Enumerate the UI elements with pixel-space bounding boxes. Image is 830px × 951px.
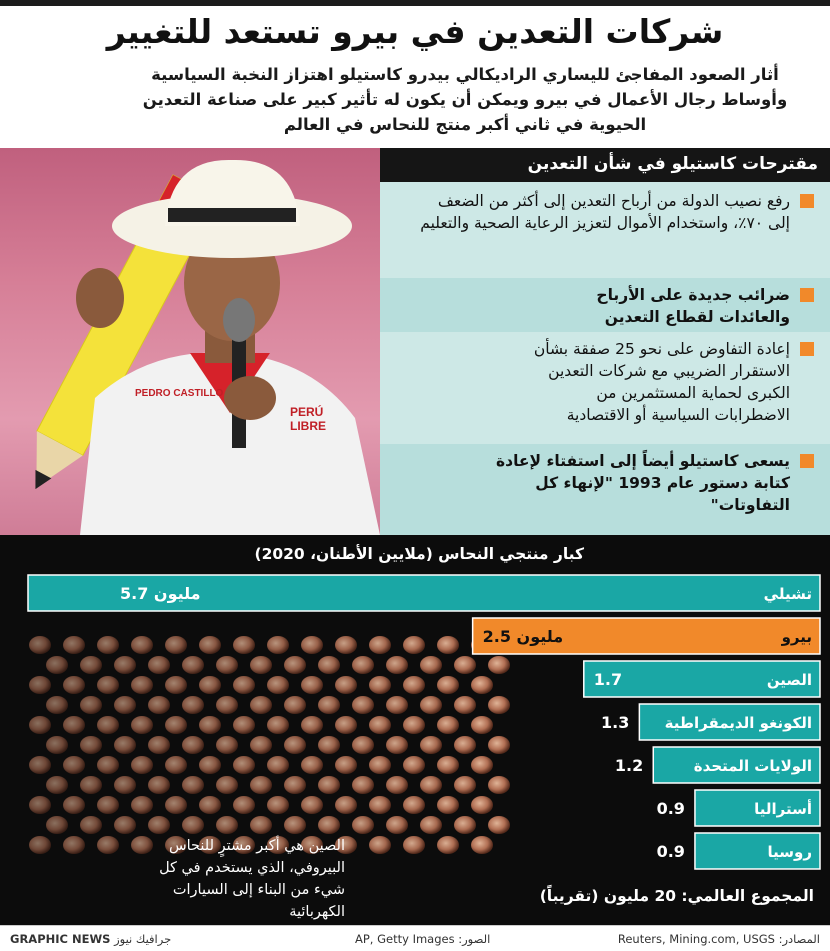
- sources: المصادر: Reuters, Mining.com, USGS: [617, 932, 820, 946]
- photo-credits: الصور: AP, Getty Images: [355, 932, 491, 946]
- value-label: 1.3: [601, 713, 630, 732]
- proposal-text: يسعى كاستيلو أيضاً إلى استفتاء لإعادة كتابة دستور عام 1993 "لإنهاء كل التفاوتات": [496, 452, 790, 514]
- category-label: الكونغو الديمقراطية: [664, 714, 812, 732]
- value-label: 5.7 مليون: [120, 584, 201, 603]
- shirt-name: PEDRO CASTILLO: [135, 388, 224, 399]
- category-label: تشيلي: [763, 585, 812, 603]
- bullet-square-icon: [800, 342, 814, 356]
- shirt-logo-1: PERÚ: [290, 405, 324, 419]
- value-label: 1.2: [614, 756, 644, 775]
- category-label: الولايات المتحدة: [693, 757, 812, 775]
- bar-chart: [0, 535, 830, 925]
- footer: [0, 925, 830, 951]
- page-title: شركات التعدين في بيرو تستعد للتغيير: [106, 12, 724, 51]
- bullet-square-icon: [800, 454, 814, 468]
- value-label: 2.5 مليون: [482, 627, 564, 646]
- brand-ar: جرافيك نيوز: [114, 932, 172, 946]
- proposal-text: ضرائب جديدة على الأرباح والعائدات لقطاع التعدين: [596, 286, 790, 326]
- proposal-text: إعادة التفاوض على نحو 25 صفقة بشأن الاستقرار الضريبي مع شركات التعدين الكبرى لحماية المستثمرين من الاضطرابات السياسية أو الاقتصادية: [533, 340, 790, 424]
- value-label: 0.9: [656, 799, 685, 818]
- brand-en: GRAPHIC NEWS: [10, 932, 111, 946]
- chart-title: كبار منتجي النحاس (ملايين الأطنان، 2020): [254, 545, 584, 563]
- candidate-illustration: [0, 148, 380, 535]
- category-label: الصين: [766, 671, 812, 689]
- proposal-item: [380, 182, 830, 278]
- category-label: روسيا: [767, 843, 812, 861]
- proposal-item: [380, 444, 830, 535]
- copper-producers-chart: [0, 535, 830, 925]
- page-subtitle: أثار الصعود المفاجئ لليساري الراديكالي بيدرو كاستيلو اهتزاز النخبة السياسية وأوساط رجال الأعمال في بيرو ويمكن أن يكون له تأثير كبير على صناعة التعدين الحيوية في ثاني أكبر منتج للنحاس في العالم: [142, 65, 788, 134]
- candidate-photo: [0, 148, 380, 535]
- bullet-square-icon: [800, 288, 814, 302]
- proposal-text: رفع نصيب الدولة من أرباح التعدين إلى أكثر من الضعف إلى ٧٠٪، واستخدام الأموال لتعزيز الرعاية الصحية والتعليم: [420, 192, 790, 232]
- category-label: بيرو: [781, 628, 812, 646]
- proposal-item: [380, 278, 830, 332]
- chart-caption: الصين هي أكبر مشترٍ للنحاس البيروفي، الذي يستخدم في كل شيء من البناء إلى السيارات الكهربائية: [159, 838, 345, 920]
- shirt-logo-2: LIBRE: [290, 419, 326, 433]
- top-rule: [0, 0, 830, 6]
- value-label: 1.7: [593, 670, 623, 689]
- brand: [10, 932, 171, 946]
- value-label: 0.9: [656, 842, 685, 861]
- proposals-panel: [380, 148, 830, 535]
- bullet-square-icon: [800, 194, 814, 208]
- world-total: المجموع العالمي: 20 مليون (تقريباً): [539, 887, 814, 905]
- proposal-item: [380, 332, 830, 444]
- proposals-heading: مقترحات كاستيلو في شأن التعدين: [380, 148, 830, 182]
- category-label: أستراليا: [754, 800, 812, 818]
